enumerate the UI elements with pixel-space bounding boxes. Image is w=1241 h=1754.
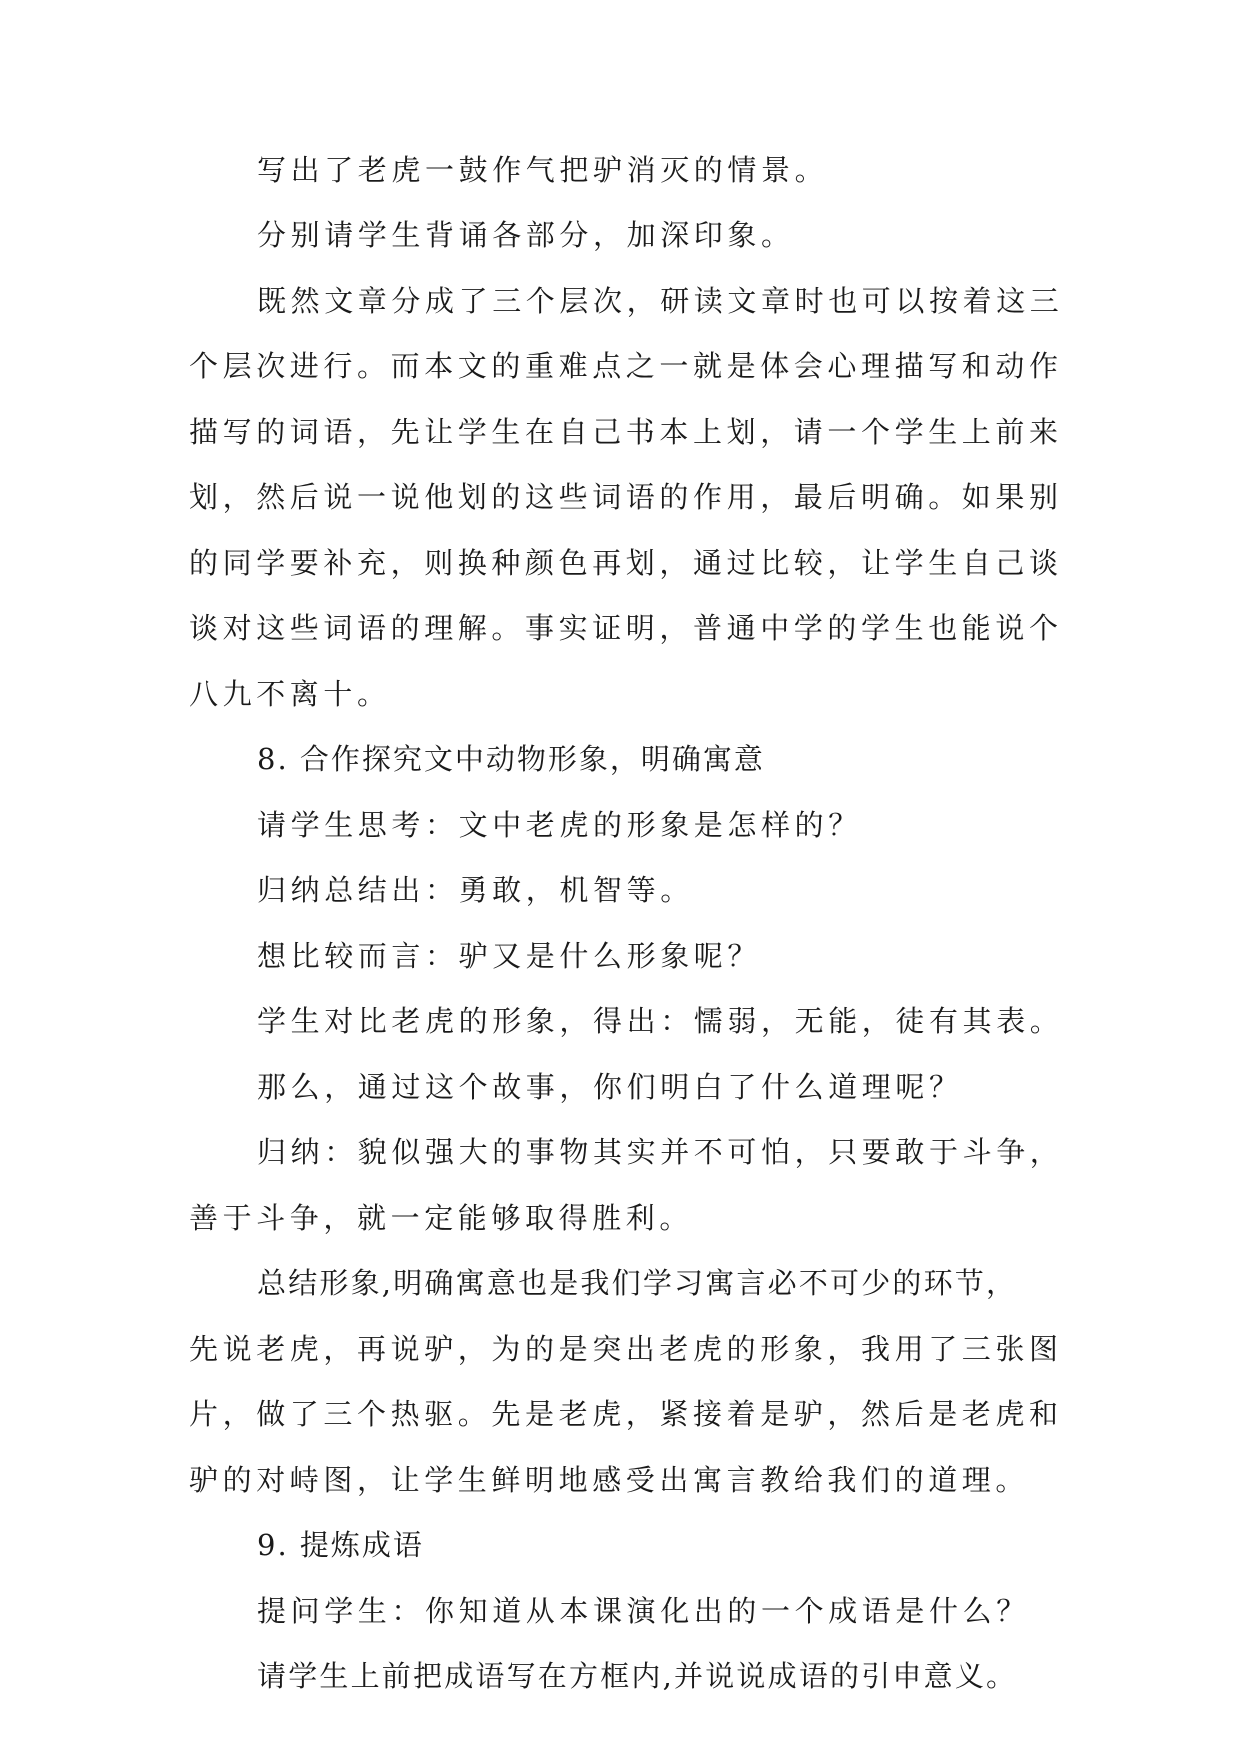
text-line: 请学生思考：文中老虎的形象是怎样的？: [257, 808, 862, 842]
text-line: 善于斗争，就一定能够取得胜利。: [189, 1201, 694, 1235]
text-line: 请学生上前把成语写在方框内,并说说成语的引申意义。: [257, 1659, 1018, 1693]
text-line: 学生对比老虎的形象，得出：懦弱，无能，徒有其表。: [257, 1004, 1064, 1038]
text-line: 个层次进行。而本文的重难点之一就是体会心理描写和动作: [189, 349, 1063, 383]
section-heading: 8. 合作探究文中动物形象，明确寓意: [257, 742, 765, 776]
text-line: 驴的对峙图，让学生鲜明地感受出寓言教给我们的道理。: [189, 1463, 1030, 1497]
text-line: 的同学要补充，则换种颜色再划，通过比较，让学生自己谈: [189, 546, 1063, 580]
text-line: 划，然后说一说他划的这些词语的作用，最后明确。如果别: [189, 480, 1063, 514]
text-line: 归纳总结出：勇敢，机智等。: [257, 873, 694, 907]
text-line: 描写的词语，先让学生在自己书本上划，请一个学生上前来: [189, 415, 1063, 449]
text-line: 片，做了三个热驱。先是老虎，紧接着是驴，然后是老虎和: [189, 1397, 1063, 1431]
text-line: 总结形象,明确寓意也是我们学习寓言必不可少的环节，: [257, 1266, 1018, 1300]
text-line: 那么，通过这个故事，你们明白了什么道理呢？: [257, 1070, 963, 1104]
text-line: 先说老虎，再说驴，为的是突出老虎的形象，我用了三张图: [189, 1332, 1063, 1366]
text-line: 八九不离十。: [189, 677, 391, 711]
section-heading: 9. 提炼成语: [257, 1528, 424, 1562]
text-line: 想比较而言：驴又是什么形象呢？: [257, 939, 762, 973]
text-line: 谈对这些词语的理解。事实证明，普通中学的学生也能说个: [189, 611, 1063, 645]
text-line: 既然文章分成了三个层次，研读文章时也可以按着这三: [257, 284, 1064, 318]
text-line: 写出了老虎一鼓作气把驴消灭的情景。: [257, 153, 829, 187]
text-line: 提问学生：你知道从本课演化出的一个成语是什么？: [257, 1594, 1030, 1628]
text-line: 分别请学生背诵各部分，加深印象。: [257, 218, 795, 252]
text-line: 归纳：貌似强大的事物其实并不可怕，只要敢于斗争，: [257, 1135, 1064, 1169]
